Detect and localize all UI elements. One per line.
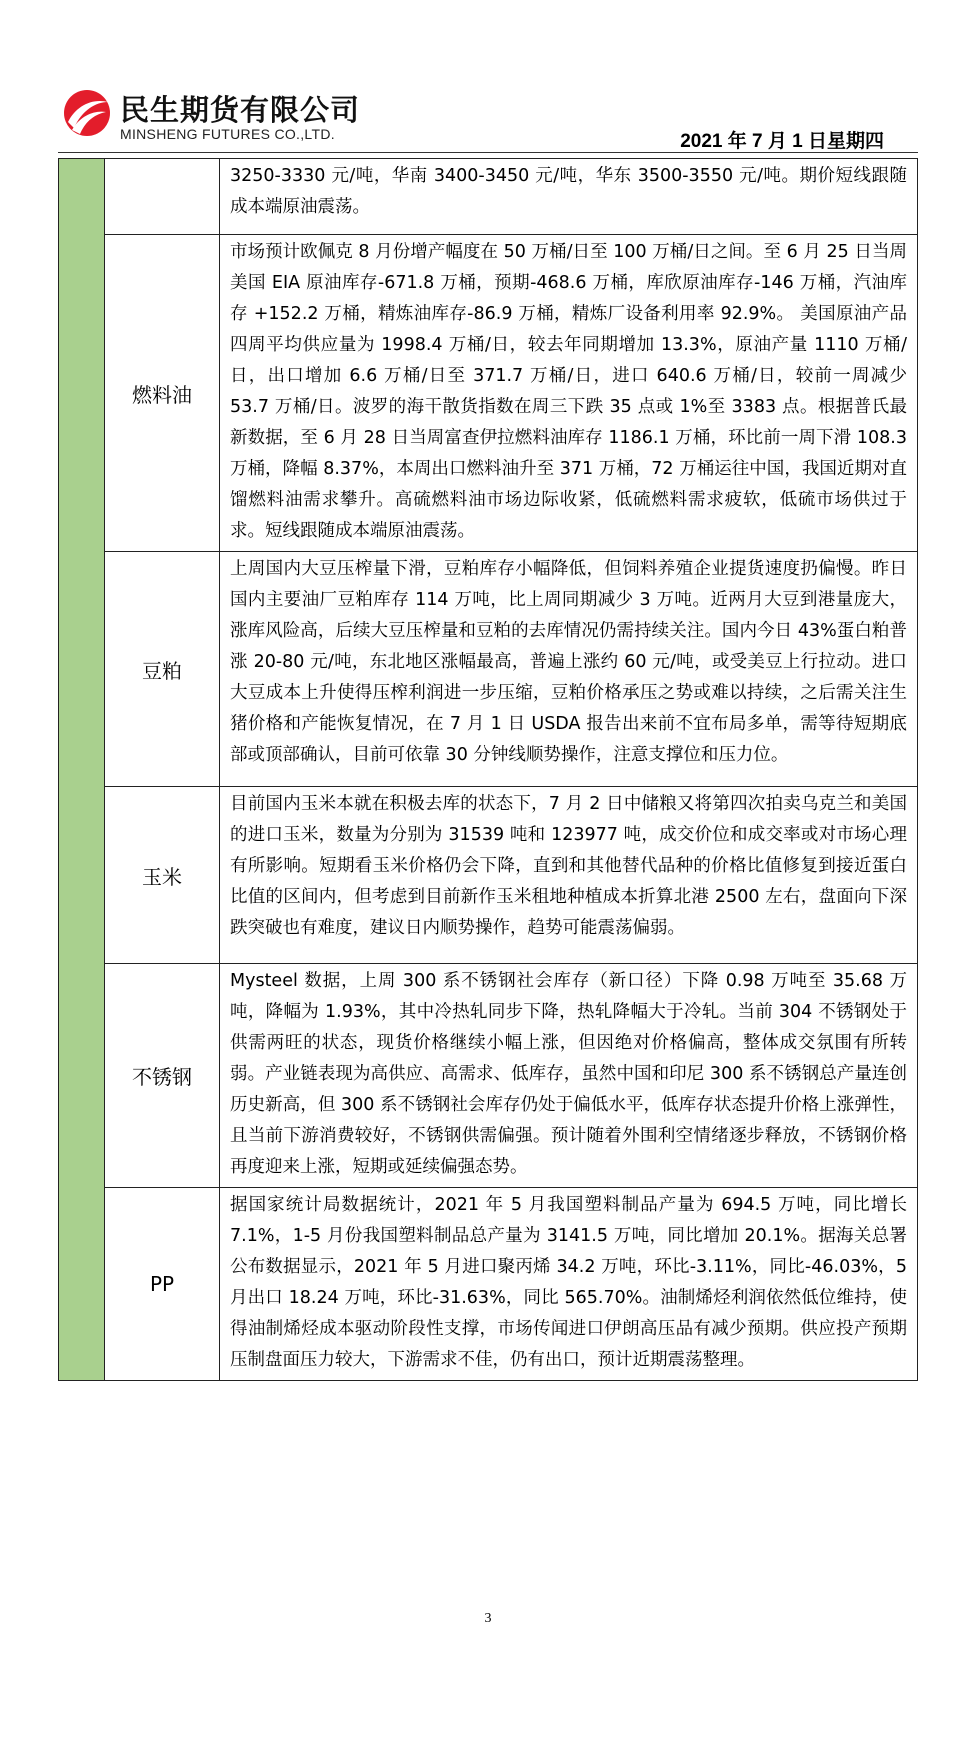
commodity-name: 玉米 bbox=[105, 787, 220, 964]
table-row bbox=[59, 552, 918, 787]
company-name-cn: 民生期货有限公司 bbox=[120, 93, 361, 127]
commodity-analysis: 上周国内大豆压榨量下滑，豆粕库存小幅降低，但饲料养殖企业提货速度扔偏慢。昨日国内主要油厂豆粕库存 114 万吨，比上周同期减少 3 万吨。近两月大豆到港量庞大，涨库风险高，后续大豆压榨量和豆粕的去库情况仍需持续关注。国内今日 43%蛋白粕普涨 20-80 元/吨，东北地区涨幅最高，普遍上涨约 60 元/吨，或受美豆上行拉动。进口大豆成本上升使得压榨利润进一步压缩，豆粕价格承压之势或难以持续，之后需关注生猪价格和产能恢复情况，在 7 月 1 日 USDA 报告出来前不宜布局多单，需等待短期底部或顶部确认，目前可依靠 30 分钟线顺势操作，注意支撑位和压力位。 bbox=[220, 552, 918, 787]
table-row bbox=[59, 964, 918, 1188]
table-row bbox=[59, 787, 918, 964]
minsheng-logo-icon bbox=[62, 88, 112, 138]
page-number: 3 bbox=[484, 1611, 492, 1626]
commodity-name: PP bbox=[105, 1188, 220, 1381]
commodity-analysis: 3250-3330 元/吨，华南 3400-3450 元/吨，华东 3500-3550 元/吨。期价短线跟随成本端原油震荡。 bbox=[220, 159, 918, 235]
commodity-analysis: 市场预计欧佩克 8 月份增产幅度在 50 万桶/日至 100 万桶/日之间。至 6 月 25 日当周美国 EIA 原油库存-671.8 万桶，预期-468.6 万桶，库欣原油库存-146 万桶，汽油库存 +152.2 万桶，精炼油库存-86.9 万桶，精炼厂设备利用率 92.9%。 美国原油产品四周平均供应量为 1998.4 万桶/日，较去年同期增加 13.3%，原油产量 1110 万桶/日，出口增加 6.6 万桶/日至 371.7 万桶/日，进口 640.6 万桶/日，较前一周减少 53.7 万桶/日。波罗的海干散货指数在周三下跌 35 点或 1%至 3383 点。根据普氏最新数据，至 6 月 28 日当周富查伊拉燃料油库存 1186.1 万桶，环比前一周下滑 108.3 万桶，降幅 8.37%，本周出口燃料油升至 371 万桶，72 万桶运往中国，我国近期对直馏燃料油需求攀升。高硫燃料油市场边际收紧，低硫燃料需求疲软，低硫市场供过于求。短线跟随成本端原油震荡。 bbox=[220, 235, 918, 552]
company-name-en: MINSHENG FUTURES CO.,LTD. bbox=[120, 126, 335, 142]
commodity-name: 燃料油 bbox=[105, 235, 220, 552]
commodity-table bbox=[58, 158, 918, 1381]
commodity-name bbox=[105, 159, 220, 235]
commodity-analysis: 据国家统计局数据统计，2021 年 5 月我国塑料制品产量为 694.5 万吨，同比增长 7.1%，1-5 月份我国塑料制品总产量为 3141.5 万吨，同比增加 20.1%。据海关总署公布数据显示，2021 年 5 月进口聚丙烯 34.2 万吨，环比-3.11%，同比-46.03%，5 月出口 18.24 万吨，环比-31.63%，同比 565.70%。油制烯烃利润依然低位维持，使得油制烯烃成本驱动阶段性支撑，市场传闻进口伊朗高压品有减少预期。供应投产预期压制盘面压力较大，下游需求不佳，仍有出口，预计近期震荡整理。 bbox=[220, 1188, 918, 1381]
table-row bbox=[59, 159, 918, 235]
header-divider bbox=[58, 152, 918, 153]
commodity-name: 不锈钢 bbox=[105, 964, 220, 1188]
company-logo bbox=[62, 86, 362, 148]
table-row bbox=[59, 1188, 918, 1381]
commodity-analysis: 目前国内玉米本就在积极去库的状态下，7 月 2 日中储粮又将第四次拍卖乌克兰和美国的进口玉米，数量为分别为 31539 吨和 123977 吨，成交价位和成交率或对市场心理有所影响。短期看玉米价格仍会下降，直到和其他替代品种的价格比值修复到接近蛋白比值的区间内，但考虑到目前新作玉米租地种植成本折算北港 2500 左右，盘面向下深跌突破也有难度，建议日内顺势操作，趋势可能震荡偏弱。 bbox=[220, 787, 918, 964]
table-row bbox=[59, 235, 918, 552]
side-band bbox=[59, 159, 105, 1381]
page-header bbox=[0, 0, 976, 160]
report-date: 2021 年 7 月 1 日星期四 bbox=[680, 131, 884, 152]
commodity-analysis: Mysteel 数据，上周 300 系不锈钢社会库存（新口径）下降 0.98 万吨至 35.68 万吨，降幅为 1.93%，其中冷热轧同步下降，热轧降幅大于冷轧。当前 304 不锈钢处于供需两旺的状态，现货价格继续小幅上涨，但因绝对价格偏高，整体成交氛围有所转弱。产业链表现为高供应、高需求、低库存，虽然中国和印尼 300 系不锈钢总产量连创历史新高，但 300 系不锈钢社会库存仍处于偏低水平，低库存状态提升价格上涨弹性，且当前下游消费较好，不锈钢供需偏强。预计随着外围利空情绪逐步释放，不锈钢价格再度迎来上涨，短期或延续偏强态势。 bbox=[220, 964, 918, 1188]
commodity-name: 豆粕 bbox=[105, 552, 220, 787]
